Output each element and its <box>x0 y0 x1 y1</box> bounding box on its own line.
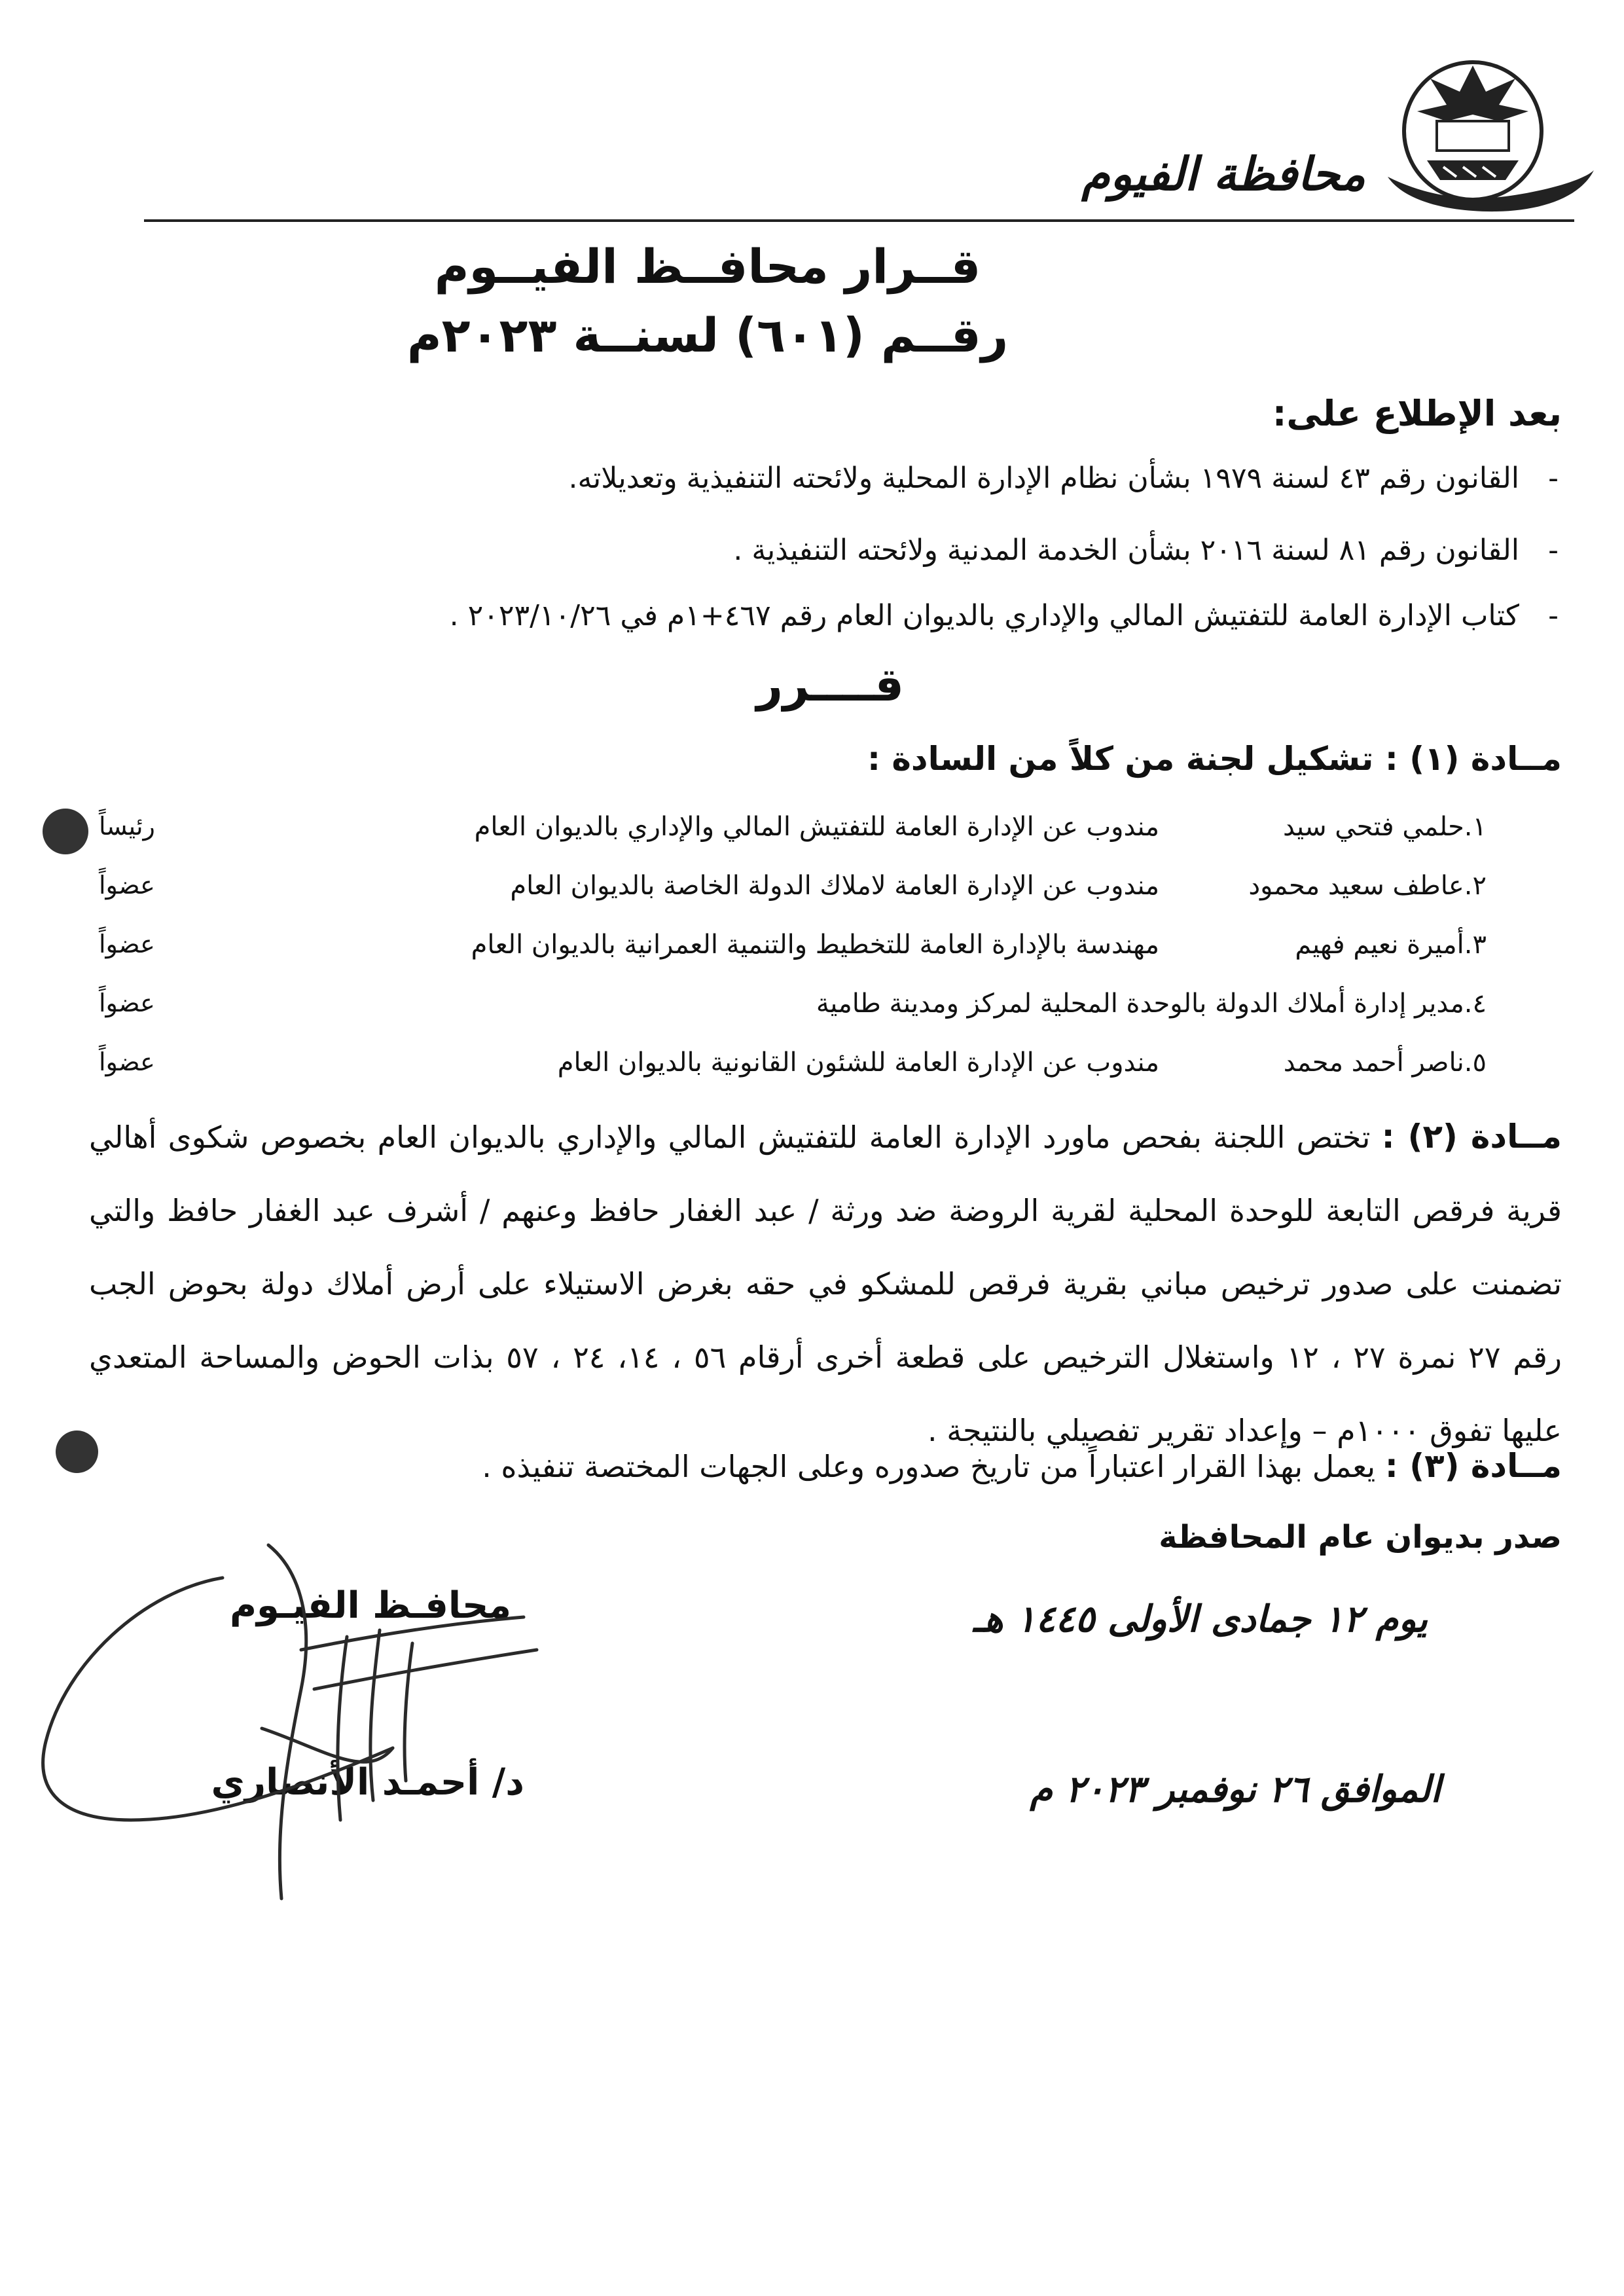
hijri-date: يوم ١٢ جمادى الأولى ١٤٤٥ هـ <box>973 1597 1428 1641</box>
article-3-label: مــادة (٣) : <box>1384 1447 1562 1485</box>
member-position: عضواً <box>99 1048 155 1076</box>
recital-text: القانون رقم ٨١ لسنة ٢٠١٦ بشأن الخدمة المدنية ولائحته التنفيذية . <box>733 534 1519 567</box>
committee-member <box>99 1048 1487 1087</box>
committee-member <box>99 871 1487 910</box>
decision-word: قــــرر <box>756 658 904 712</box>
recitals-heading: بعد الإطلاع على: <box>1272 393 1562 434</box>
recital-text: القانون رقم ٤٣ لسنة ١٩٧٩ بشأن نظام الإدارة المحلية ولائحته التنفيذية وتعديلاته. <box>568 462 1519 495</box>
recital-dash: - <box>1548 462 1559 495</box>
committee-member <box>99 812 1487 851</box>
governorate-name: محافظة الفيوم <box>1081 147 1365 201</box>
recital-dash: - <box>1548 599 1559 632</box>
issued-at: صدر بديوان عام المحافظة <box>1159 1519 1562 1556</box>
member-position: عضواً <box>99 989 155 1017</box>
handwritten-signature <box>26 1532 563 1938</box>
article-2 <box>89 1100 1562 1467</box>
article-3-text: يعمل بهذا القرار اعتباراً من تاريخ صدوره وعلى الجهات المختصة تنفيذه . <box>482 1449 1376 1484</box>
member-position: عضواً <box>99 930 155 958</box>
member-name: ٤.مدير إدارة أملاك الدولة بالوحدة المحلية لمركز ومدينة طامية <box>816 989 1487 1019</box>
recital-item <box>733 534 1559 567</box>
member-name: ١.حلمي فتحي سيد <box>1283 812 1487 842</box>
article-2-text: تختص اللجنة بفحص ماورد الإدارة العامة للتفتيش المالي والإداري بالديوان العام بخصوص شكوى أهالي قرية فرقص التابعة للوحدة المحلية لقرية الروضة ضد ورثة / عبد الغفار حافظ وعنهم / أشرف عبد الغفار حافظ والتي تضمنت على صدور ترخيص مباني بقرية فرقص للمشكو في حقه بغرض الاستيلاء على أرض أملاك دولة بحوض الجب رقم ٢٧ نمرة ٢٧ ، ١٢ واستغلال الترخيص على قطعة أخرى أرقام ٥٦ ، ١٤، ٢٤ ، ٥٧ بذات الحوض والمساحة المتعدي عليها تفوق ١٠٠٠م – وإعداد تقرير تفصيلي بالنتيجة . <box>89 1120 1562 1448</box>
gregorian-date: الموافق ٢٦ نوفمبر ٢٠٢٣ م <box>1030 1768 1441 1811</box>
signatory-title: محافـظ الفيـوم <box>229 1584 511 1627</box>
signatory-name: د/ أحمـد الأنصاري <box>211 1761 524 1804</box>
decree-number: رقــم (٦٠١) لسنــة ٢٠٢٣م <box>406 308 1009 363</box>
article-3 <box>482 1447 1562 1485</box>
article-1-heading: مــادة (١) : تشكيل لجنة من كلاً من السادة : <box>867 740 1562 778</box>
recital-item <box>568 462 1559 495</box>
member-role: مندوب عن الإدارة العامة للتفتيش المالي والإداري بالديوان العام <box>474 812 1159 842</box>
member-role: مندوب عن الإدارة العامة لاملاك الدولة الخاصة بالديوان العام <box>510 871 1159 901</box>
article-2-label: مــادة (٢) : <box>1381 1118 1562 1156</box>
stamp-dot <box>43 809 88 854</box>
committee-member <box>99 989 1487 1028</box>
member-name: ٢.عاطف سعيد محمود <box>1248 871 1487 901</box>
member-role: مندوب عن الإدارة العامة للشئون القانونية بالديوان العام <box>557 1048 1159 1078</box>
recital-text: كتاب الإدارة العامة للتفتيش المالي والإداري بالديوان العام رقم ٤٦٧+١م في ٢٠٢٣/١٠/٢٦ . <box>449 599 1519 632</box>
member-position: عضواً <box>99 871 155 900</box>
member-name: ٥.ناصر أحمد محمد <box>1283 1048 1487 1078</box>
header-divider <box>144 219 1574 222</box>
recital-item <box>450 599 1559 632</box>
decree-title: قــرار محافــظ الفيــوم <box>434 239 981 294</box>
member-role: مهندسة بالإدارة العامة للتخطيط والتنمية العمرانية بالديوان العام <box>471 930 1159 960</box>
member-name: ٣.أميرة نعيم فهيم <box>1295 930 1487 960</box>
committee-member <box>99 930 1487 969</box>
member-position: رئيساً <box>99 812 155 841</box>
recital-dash: - <box>1548 534 1559 567</box>
governorate-logo <box>1375 39 1597 216</box>
